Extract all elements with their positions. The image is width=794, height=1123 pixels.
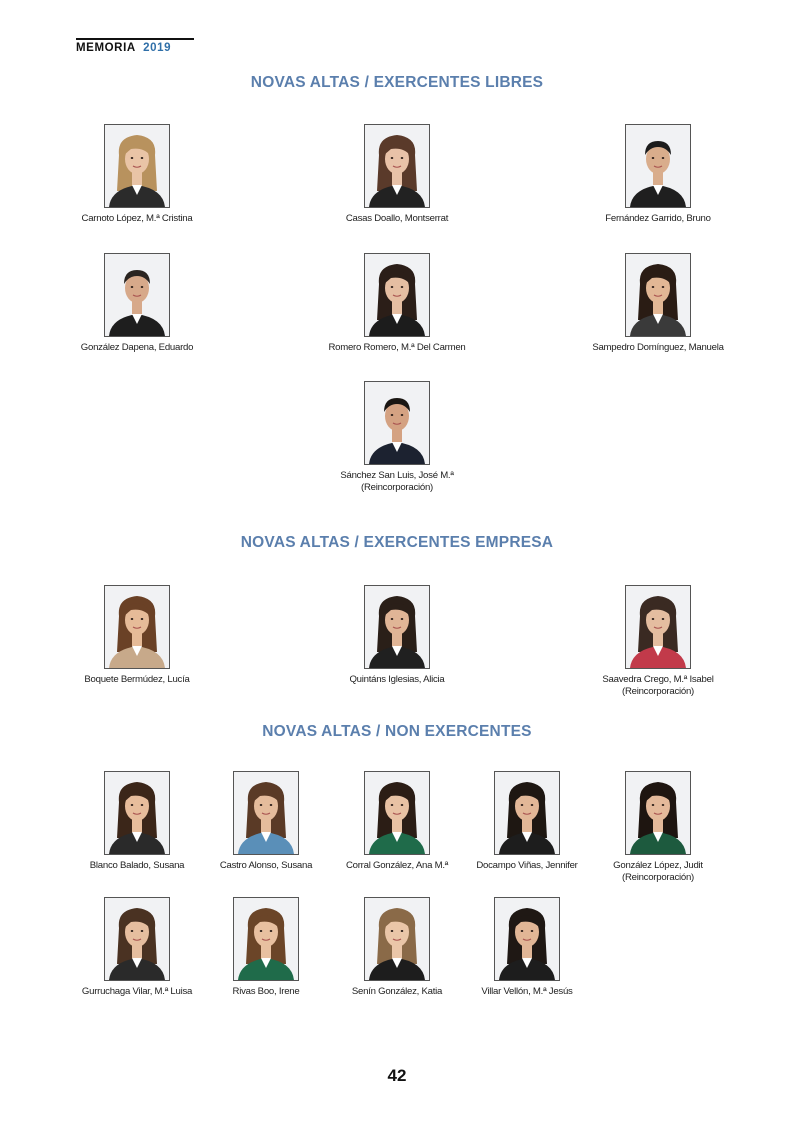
person-card: [37, 253, 237, 354]
person-caption: [37, 213, 237, 225]
person-caption: [297, 213, 497, 225]
portrait-photo: [625, 124, 691, 208]
portrait-photo: [104, 771, 170, 855]
portrait-photo: [364, 585, 430, 669]
header-memoria: MEMORIA: [76, 42, 136, 54]
person-caption: [558, 342, 758, 354]
person-name: Gurruchaga Vilar, M.ª Luisa: [81, 986, 193, 997]
person-name: Sampedro Domínguez, Manuela: [592, 342, 724, 353]
portrait-photo: [364, 381, 430, 465]
person-name: Saavedra Crego, M.ª Isabel: [602, 674, 714, 685]
person-card: [37, 585, 237, 686]
section-title-non-exercentes: NOVAS ALTAS / NON EXERCENTES: [262, 723, 532, 740]
person-card: [558, 585, 758, 698]
person-caption: [558, 674, 758, 698]
header-rule: [76, 38, 194, 40]
page-header: [76, 38, 194, 54]
portrait-photo: [494, 771, 560, 855]
person-name: González López, Judit: [613, 860, 703, 871]
person-name: Castro Alonso, Susana: [219, 860, 313, 871]
person-card: [297, 585, 497, 686]
person-caption: [297, 674, 497, 686]
portrait-photo: [104, 585, 170, 669]
person-name: Sánchez San Luis, José M.ª: [340, 470, 454, 481]
portrait-photo: [625, 771, 691, 855]
header-year: 2019: [143, 42, 172, 54]
header-title: [76, 42, 194, 54]
section-title-exercentes-empresa: NOVAS ALTAS / EXERCENTES EMPRESA: [240, 534, 554, 551]
person-card: [37, 124, 237, 225]
person-name: Rivas Boo, Irene: [232, 986, 300, 997]
person-card: [558, 253, 758, 354]
person-caption: [37, 342, 237, 354]
person-name: Villar Vellón, M.ª Jesús: [481, 986, 573, 997]
person-name: Romero Romero, M.ª Del Carmen: [328, 342, 466, 353]
person-caption: [427, 986, 627, 998]
person-note: (Reincorporación): [622, 872, 694, 883]
portrait-photo: [364, 771, 430, 855]
portrait-photo: [625, 253, 691, 337]
person-card: [297, 124, 497, 225]
person-card: [427, 897, 627, 998]
portrait-photo: [233, 897, 299, 981]
page-number: 42: [387, 1066, 407, 1085]
person-note: (Reincorporación): [622, 686, 694, 697]
portrait-photo: [364, 124, 430, 208]
portrait-photo: [104, 253, 170, 337]
person-name: Fernández Garrido, Bruno: [605, 213, 711, 224]
person-name: Blanco Balado, Susana: [89, 860, 185, 871]
person-caption: [37, 674, 237, 686]
portrait-photo: [104, 124, 170, 208]
person-name: Senín González, Katia: [351, 986, 443, 997]
person-note: (Reincorporación): [361, 482, 433, 493]
section-title-exercentes-libres: NOVAS ALTAS / EXERCENTES LIBRES: [250, 74, 544, 91]
person-caption: [558, 860, 758, 884]
portrait-photo: [104, 897, 170, 981]
person-card: [558, 771, 758, 884]
person-caption: [297, 342, 497, 354]
person-name: Quintáns Iglesias, Alicia: [349, 674, 445, 685]
person-name: Boquete Bermúdez, Lucía: [84, 674, 190, 685]
person-card: [297, 253, 497, 354]
portrait-photo: [494, 897, 560, 981]
person-name: Casas Doallo, Montserrat: [345, 213, 449, 224]
person-name: González Dapena, Eduardo: [80, 342, 194, 353]
person-caption: [558, 213, 758, 225]
person-name: Corral González, Ana M.ª: [345, 860, 449, 871]
person-name: Docampo Viñas, Jennifer: [476, 860, 578, 871]
portrait-photo: [364, 897, 430, 981]
person-card: [297, 381, 497, 494]
portrait-photo: [364, 253, 430, 337]
person-name: Carnoto López, M.ª Cristina: [81, 213, 193, 224]
portrait-photo: [233, 771, 299, 855]
person-caption: [297, 470, 497, 494]
portrait-photo: [625, 585, 691, 669]
person-card: [558, 124, 758, 225]
